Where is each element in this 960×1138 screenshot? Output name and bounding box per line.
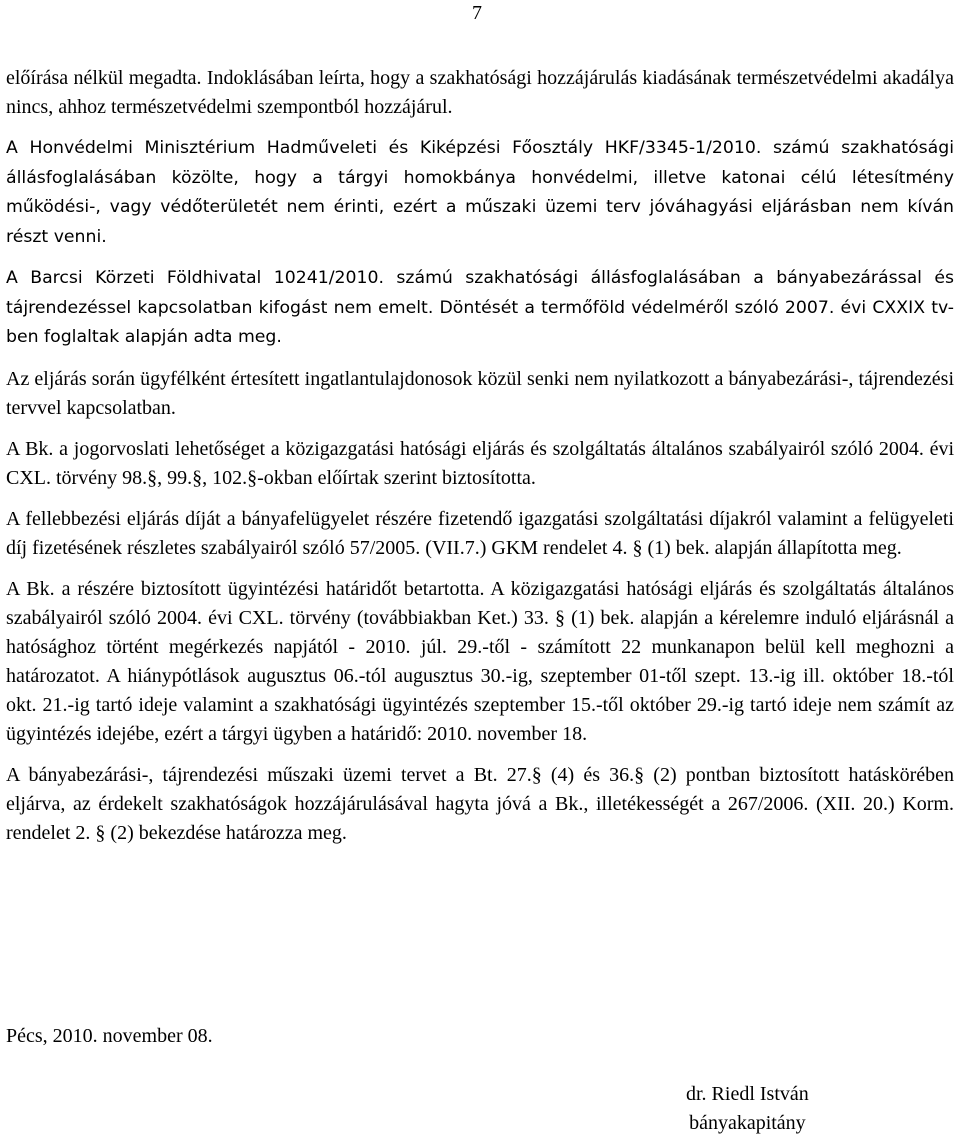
place-and-date: Pécs, 2010. november 08. <box>6 1025 213 1047</box>
document-body <box>6 64 954 848</box>
signature-block <box>686 1080 809 1138</box>
paragraph-land-office: A Barcsi Körzeti Földhivatal 10241/2010. számú szakhatósági állásfoglalásában a bányabezárással és tájrendezéssel kapcsolatban kifogást nem emelt. Döntését a termőföld védelméről szóló 2007. évi CXXIX tv-ben foglaltak alapján adta meg. <box>6 268 954 347</box>
paragraph-nature-conservation: előírása nélkül megadta. Indoklásában leírta, hogy a szakhatósági hozzájárulás kiadásának természetvédelmi akadálya nincs, ahhoz természetvédelmi szempontból hozzájárul. <box>6 67 954 118</box>
paragraph-legal-remedy: A Bk. a jogorvoslati lehetőséget a közigazgatási hatósági eljárás és szolgáltatás általános szabályairól szóló 2004. évi CXL. törvény 98.§, 99.§, 102.§-okban előírtak szerint biztosította. <box>6 437 954 489</box>
paragraph-appeal-fee: A fellebbezési eljárás díját a bányafelügyelet részére fizetendő igazgatási szolgáltatási díjakról valamint a felügyeleti díj fizetésének részletes szabályairól szóló 57/2005. (VII.7.) GKM rendelet 4. § (1) bek. alapján állapította meg. <box>6 507 954 559</box>
signatory-name: dr. Riedl István <box>686 1083 809 1105</box>
paragraph-property-owners: Az eljárás során ügyfélként értesített ingatlantulajdonosok közül senki nem nyilatkozott a bányabezárási-, tájrendezési tervvel kapcsolatban. <box>6 367 954 419</box>
page-number: 7 <box>472 2 482 24</box>
paragraph-defence-ministry: A Honvédelmi Minisztérium Hadműveleti és Kiképzési Főosztály HKF/3345-1/2010. számú szakhatósági állásfoglalásában közölte, hogy a tárgyi homokbánya honvédelmi, illetve katonai célú létesítmény működési-, vagy védőterületét nem érinti, ezért a műszaki üzemi terv jóváhagyási eljárásban nem kíván részt venni. <box>6 138 954 247</box>
signatory-title: bányakapitány <box>689 1112 806 1134</box>
paragraph-approval-authority: A bányabezárási-, tájrendezési műszaki üzemi tervet a Bt. 27.§ (4) és 36.§ (2) pontban biztosított hatáskörében eljárva, az érdekelt szakhatóságok hozzájárulásával hagyta jóvá a Bk., illetékességét a 267/2006. (XII. 20.) Korm. rendelet 2. § (2) bekezdése határozza meg. <box>6 763 954 844</box>
paragraph-deadline: A Bk. a részére biztosított ügyintézési határidőt betartotta. A közigazgatási hatósági eljárás és szolgáltatás általános szabályairól szóló 2004. évi CXL. törvény (továbbiakban Ket.) 33. § (1) bek. alapján a kérelemre induló eljárásnál a hatósághoz történt megérkezés napjától - 2010. júl. 29.-től - számított 22 munkanapon belül kell meghozni a határozatot. A hiánypótlások augusztus 06.-tól augusztus 30.-ig, szeptember 01-től szept. 13.-ig ill. október 18.-tól okt. 21.-ig tartó ideje valamint a szakhatósági ügyintézés szeptember 15.-től október 29.-ig tartó ideje nem számít az ügyintézés idejébe, ezért a tárgyi ügyben a határidő: 2010. november 18. <box>6 577 954 745</box>
